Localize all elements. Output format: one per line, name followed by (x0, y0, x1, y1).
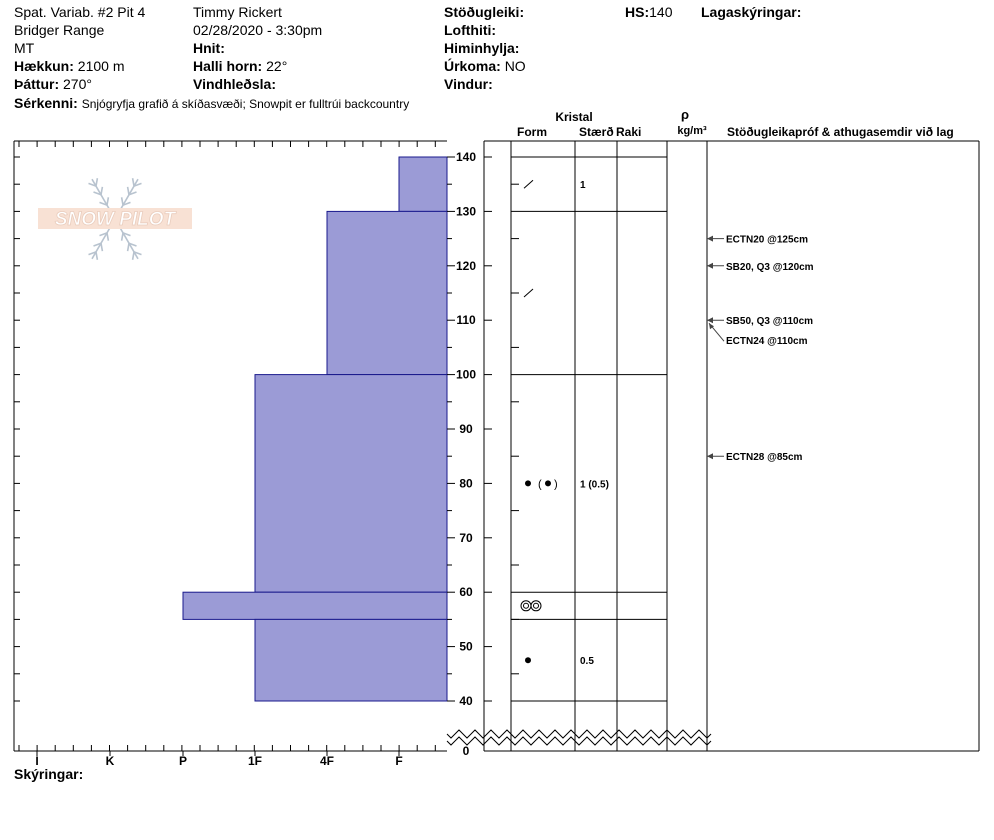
range-name: Bridger Range (14, 22, 105, 38)
crystal-dot-icon (525, 480, 531, 486)
moisture-header: Raki (616, 125, 642, 139)
crystal-dot-icon (525, 657, 531, 663)
crystal-header: Kristal (555, 110, 593, 124)
form-header: Form (517, 125, 547, 139)
hardness-bar (255, 619, 447, 701)
hardness-tick-label: 1F (247, 754, 263, 768)
height-tick-label: 60 (459, 585, 473, 600)
height-tick-label: 110 (456, 313, 476, 328)
test-label: SB50, Q3 @110cm (726, 316, 814, 328)
snowflake-branch (133, 178, 134, 186)
sky-label: Himinhylja: (444, 40, 520, 56)
height-tick-label: 100 (455, 367, 477, 382)
chart-frame (14, 141, 979, 768)
crystal-slash-icon (524, 289, 533, 297)
slope-label: Halli horn: (193, 58, 263, 74)
hardness-bar (399, 157, 447, 211)
aspect-value: 270° (63, 76, 92, 92)
height-tick-label: 0 (462, 744, 470, 758)
column-headers (517, 107, 954, 139)
stability-label: Stöðugleiki: (444, 4, 525, 20)
hardness-bar (183, 592, 447, 619)
height-tick-label: 90 (459, 422, 473, 436)
snowflake-branch (122, 233, 123, 241)
snowflake-branch (107, 233, 108, 241)
density-unit: kg/m³ (677, 125, 707, 137)
height-tick-label: 40 (459, 694, 473, 708)
hardness-tick-label: I (35, 754, 39, 768)
crystal-ring-icon (531, 601, 541, 611)
hardness-tick-label: 4F (319, 754, 335, 768)
observer-name: Timmy Rickert (193, 4, 282, 20)
snowflake-branch (96, 252, 97, 260)
crystal-paren-icon: ) (554, 478, 558, 491)
snowflake-branch (128, 187, 129, 195)
observation-datetime: 02/28/2020 - 3:30pm (193, 22, 323, 38)
snowflake-branch (122, 197, 123, 205)
hardness-profile (183, 157, 447, 701)
features-label: Sérkenni: (14, 95, 78, 111)
height-tick-label: 50 (459, 639, 473, 654)
crystal-size-label: 1 (0.5) (580, 479, 609, 491)
crystal-ring-icon (534, 603, 539, 608)
test-label: ECTN24 @110cm (726, 336, 808, 348)
snowflake-branch (101, 187, 102, 195)
hardness-bar (327, 211, 447, 374)
crystal-paren-icon: ( (538, 478, 542, 491)
hardness-tick-label: F (395, 754, 403, 768)
hardness-tick-label: K (105, 754, 115, 768)
features-value: Snjógryfja grafið á skíðasvæði; Snowpit er fulltrúi backcountry (81, 97, 410, 111)
height-tick-label: 120 (455, 258, 477, 273)
crystal-ring-icon (521, 601, 531, 611)
test-arrowhead (707, 317, 713, 323)
crystal-size-label: 1 (580, 180, 586, 192)
wind-label: Vindur: (444, 76, 493, 92)
tests-header: Stöðugleikapróf & athugasemdir við lag (727, 125, 954, 139)
state-name: MT (14, 40, 35, 56)
height-tick-label: 80 (459, 476, 473, 491)
pit-name: Spat. Variab. #2 Pit 4 (14, 4, 146, 20)
coords-label: Hnit: (193, 40, 225, 56)
snowflake-branch (128, 243, 129, 251)
crystal-slash-icon (524, 180, 533, 188)
snowflake-branch (96, 178, 97, 186)
density-symbol: ρ (680, 107, 690, 122)
snowpilot-logo (38, 178, 192, 260)
test-label: SB20, Q3 @120cm (726, 261, 814, 273)
precip-value: NO (504, 58, 526, 74)
test-arrowhead (707, 236, 713, 242)
elevation-value: 2100 m (77, 58, 125, 74)
air-temp-label: Lofthiti: (444, 22, 497, 38)
stability-tests (707, 235, 814, 464)
crystal-ring-icon (524, 603, 529, 608)
test-label: ECTN20 @125cm (726, 234, 809, 246)
height-tick-label: 70 (459, 530, 473, 545)
crystal-dot-icon (545, 480, 551, 486)
precip-label: Úrkoma: (444, 58, 501, 74)
aspect-label: Þáttur: (14, 76, 60, 92)
snowflake-branch (107, 197, 108, 205)
hs-value: 140 (649, 4, 673, 20)
height-tick-label: 130 (455, 204, 477, 219)
size-header: Stærð (579, 125, 614, 139)
snowflake-branch (133, 252, 134, 260)
test-label: ECTN28 @85cm (726, 452, 803, 464)
hardness-bar (255, 375, 447, 593)
wind-loading-label: Vindhleðsla: (193, 76, 276, 92)
notes-label: Skýringar: (14, 766, 84, 782)
hardness-tick-label: P (178, 754, 188, 768)
logo-text: SNOW PILOT (54, 209, 176, 230)
snowflake-branch (101, 243, 102, 251)
elevation-label: Hækkun: (14, 58, 74, 74)
slope-value: 22° (266, 58, 288, 74)
test-arrowhead (707, 453, 713, 459)
layer-notes-label: Lagaskýringar: (701, 4, 802, 20)
height-tick-label: 140 (455, 150, 477, 164)
hs-label: HS: (625, 4, 650, 20)
axis-break-line (447, 730, 711, 738)
test-arrowhead (707, 263, 713, 269)
crystal-size-label: 0.5 (580, 656, 594, 668)
layer-table (511, 157, 667, 701)
